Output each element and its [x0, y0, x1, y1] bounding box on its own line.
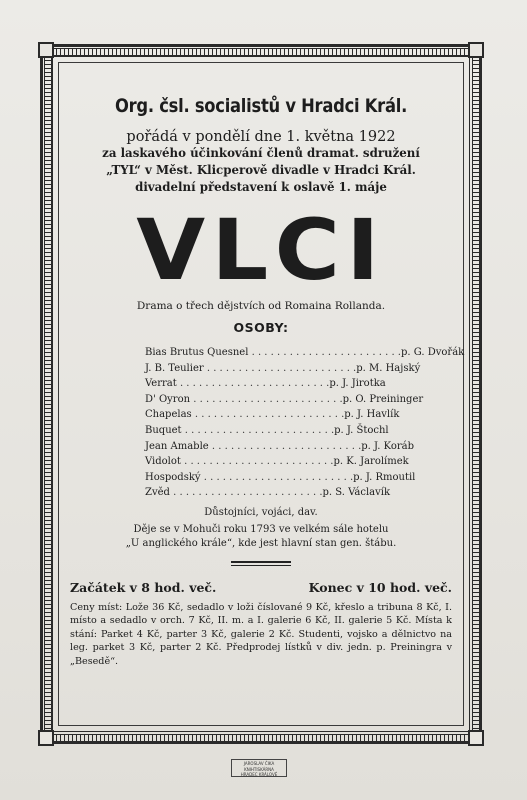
- extras-line: Důstojníci, vojáci, dav.: [204, 506, 318, 518]
- showtimes: [70, 580, 452, 595]
- cast-role: Jean Amable: [145, 440, 209, 452]
- cast-actor: p. J. Koráb: [361, 440, 414, 452]
- setting-text: [70, 523, 452, 551]
- cast-actor: p. G. Dvořák: [400, 347, 465, 358]
- cast-row: [145, 392, 424, 408]
- bottom-frame-ornament: [44, 734, 478, 742]
- event-date-line: pořádá v pondělí dne 1. května 1922: [126, 129, 396, 145]
- cast-role: Verrat: [145, 378, 177, 390]
- cast-actor: p. K. Jarolímek: [333, 456, 409, 468]
- cast-role: D' Oyron: [145, 393, 191, 405]
- leader-dots: . . . . . . . . . . . . . . . . . . . . . . . .: [181, 424, 335, 436]
- setting-line-2: „U anglického krále“, kde jest hlavní stan gen. štábu.: [125, 537, 397, 549]
- printer-stamp-line: KNIHTISKÁRNA: [244, 766, 274, 772]
- cast-role: Zvěd: [145, 487, 170, 499]
- ticket-prices: Ceny míst: Lože 36 Kč, sedadlo v loži číslované 9 Kč, křeslo a tribuna 8 Kč, I. místo a sedadlo v orch. 7 Kč, II. m. a I. galerie 6 Kč, II. galerie 5 Kč. Místa k stání: Parket 4 Kč, parter 3 Kč, galerie 2 Kč. Studenti, vojsko a dělnictvo na leg. parket 3 Kč, parter 2 Kč. Předprodej lístků v div. jedn. p. Preiningra v „Besedě“.: [70, 601, 452, 667]
- organizer-heading: Org. čsl. socialistů v Hradci Král.: [114, 95, 408, 117]
- corner-ornament-bottom-right: [468, 730, 484, 746]
- corner-ornament-top-right: [468, 42, 484, 58]
- printer-stamp-line: JAROSLAV ČIKA: [243, 761, 275, 766]
- right-frame-ornament: [472, 48, 480, 740]
- cast-row: [145, 485, 391, 501]
- setting-line-1: Děje se v Mohuči roku 1793 ve velkém sále hotelu: [133, 523, 389, 535]
- leader-dots: . . . . . . . . . . . . . . . . . . . . . . . .: [190, 393, 343, 405]
- cast-row: [145, 470, 416, 486]
- leader-dots: . . . . . . . . . . . . . . . . . . . . . . . .: [200, 471, 354, 483]
- corner-ornament-bottom-left: [38, 730, 54, 746]
- printer-stamp: [231, 759, 287, 777]
- cast-row: [145, 439, 414, 455]
- cast-actor: p. M. Hajský: [356, 362, 421, 374]
- cast-role: Hospodský: [145, 471, 201, 483]
- cast-actor: p. J. Havlík: [344, 409, 400, 421]
- cast-list: [145, 345, 465, 501]
- cast-row: [145, 407, 400, 423]
- cast-row: [145, 361, 421, 377]
- leader-dots: . . . . . . . . . . . . . . . . . . . . . . . .: [169, 487, 323, 499]
- play-subtitle: Drama o třech dějstvích od Romaina Rollanda.: [136, 300, 386, 312]
- leader-dots: . . . . . . . . . . . . . . . . . . . . . . . .: [180, 456, 334, 468]
- top-frame-ornament: [44, 48, 478, 56]
- leader-dots: . . . . . . . . . . . . . . . . . . . . . . . .: [176, 378, 330, 390]
- cast-row: [145, 345, 465, 361]
- cast-actor: p. O. Preininger: [342, 393, 424, 405]
- cast-actor: p. J. Štochl: [334, 424, 389, 436]
- corner-ornament-top-left: [38, 42, 54, 58]
- cast-row: [145, 423, 389, 439]
- poster-content: [70, 95, 465, 668]
- invite-line-1: za laskavého účinkování členů dramat. sdružení: [102, 146, 420, 160]
- section-divider: [231, 561, 291, 566]
- cast-row: [145, 454, 409, 470]
- leader-dots: . . . . . . . . . . . . . . . . . . . . . . . .: [248, 347, 401, 358]
- cast-role: Chapelas: [145, 409, 192, 421]
- play-title: VLCI: [136, 201, 386, 299]
- cast-actor: p. J. Jirotka: [329, 378, 386, 390]
- leader-dots: . . . . . . . . . . . . . . . . . . . . . . . .: [208, 440, 362, 452]
- end-time: Konec v 10 hod. več.: [308, 579, 452, 595]
- cast-actor: p. J. Rmoutil: [353, 471, 416, 483]
- cast-heading: OSOBY:: [233, 320, 289, 335]
- cast-role: J. B. Teulier: [145, 362, 204, 374]
- invite-line-3: divadelní představení k oslavě 1. máje: [135, 180, 387, 194]
- cast-row: [145, 376, 386, 392]
- cast-role: Buquet: [145, 424, 182, 436]
- printer-stamp-line: HRADEC KRÁLOVÉ: [240, 772, 278, 777]
- invite-line-2: „TYL“ v Měst. Klicperově divadle v Hradci Král.: [106, 163, 416, 177]
- cast-role: Vidolot: [145, 456, 181, 468]
- leader-dots: . . . . . . . . . . . . . . . . . . . . . . . .: [203, 362, 357, 374]
- cast-role: Bias Brutus Quesnel: [145, 347, 249, 358]
- cast-actor: p. S. Václavík: [322, 487, 391, 499]
- leader-dots: . . . . . . . . . . . . . . . . . . . . . . . .: [191, 409, 345, 421]
- left-frame-ornament: [44, 48, 52, 740]
- start-time: Začátek v 8 hod. več.: [70, 579, 217, 595]
